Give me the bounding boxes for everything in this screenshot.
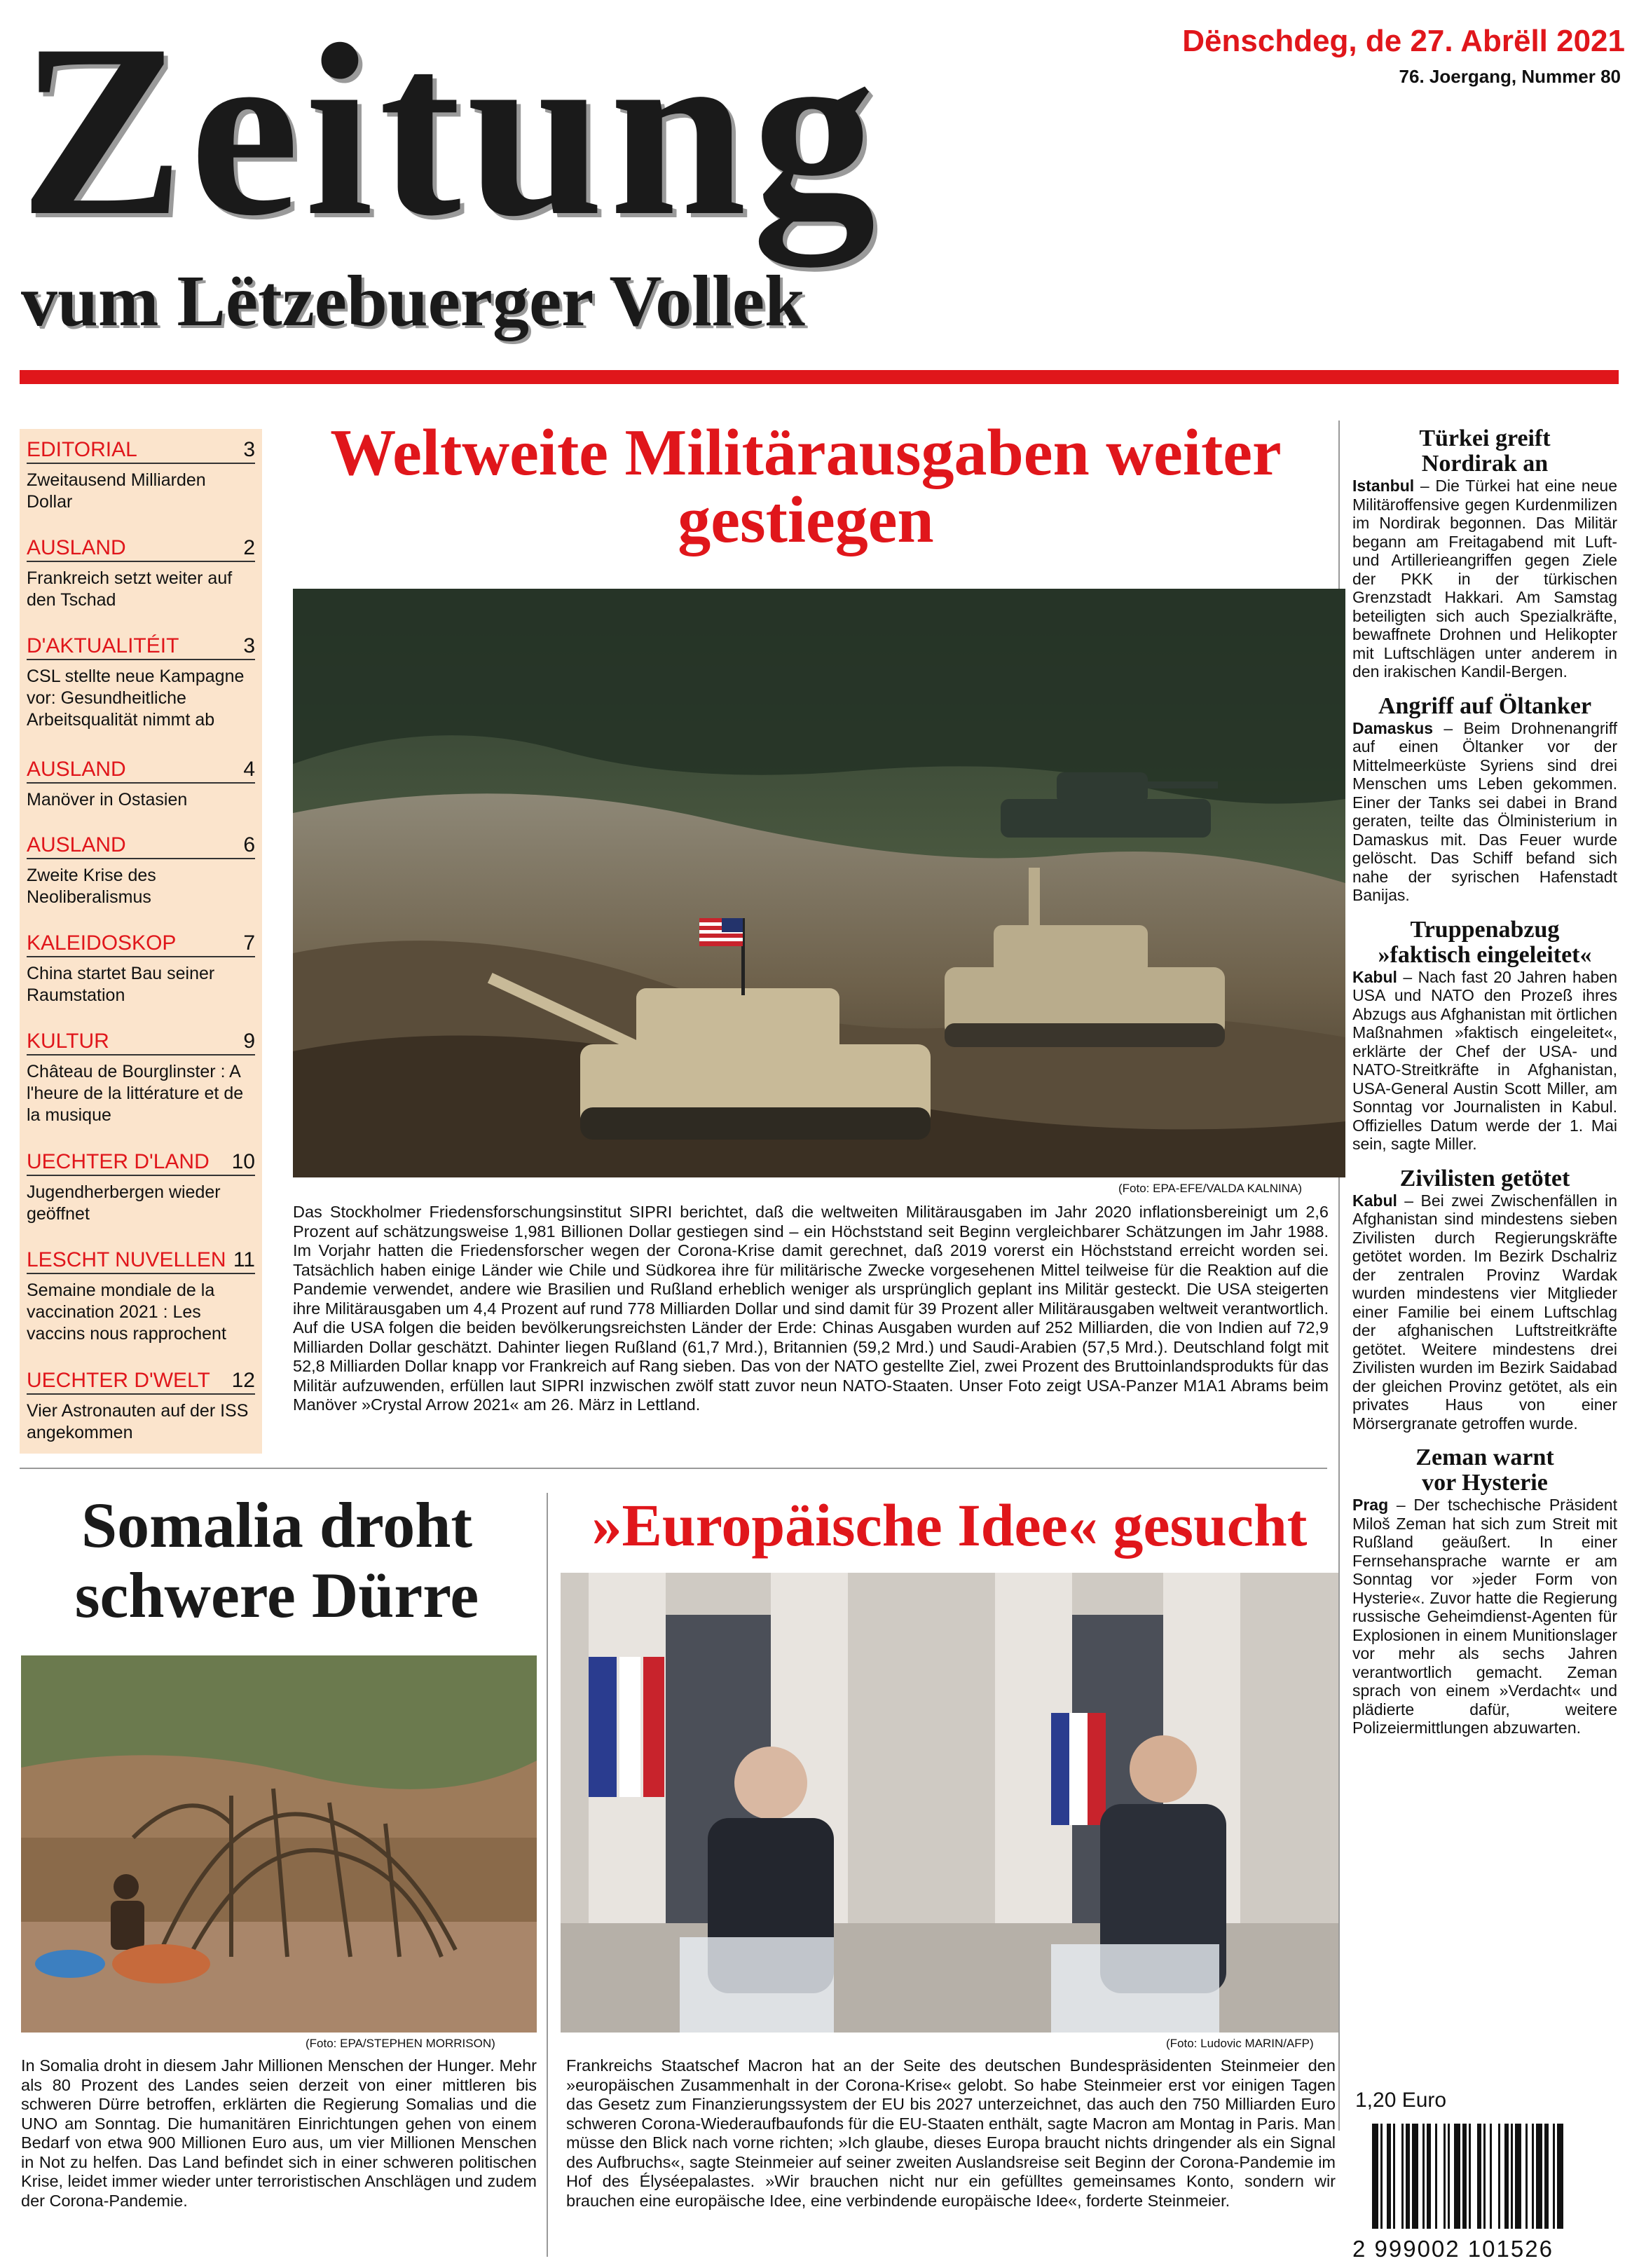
index-category: KULTUR bbox=[27, 1030, 109, 1053]
masthead-subtitle: vum Lëtzebuerger Vollek bbox=[21, 261, 805, 341]
index-description: Jugendherbergen wieder geöffnet bbox=[27, 1182, 221, 1224]
brief-text bbox=[1352, 1496, 1617, 1737]
news-brief[interactable] bbox=[1352, 1166, 1617, 1433]
barcode-bar bbox=[1483, 2124, 1486, 2229]
barcode-number: 2 999002 101526 bbox=[1352, 2236, 1554, 2262]
index-entry[interactable] bbox=[27, 757, 255, 811]
brief-title: Türkei greift Nordirak an bbox=[1419, 425, 1551, 477]
masthead-rule bbox=[20, 370, 1619, 384]
brief-body: – Nach fast 20 Jahren haben USA und NATO den Prozeß ihres Abzugs aus Afghanistan mit örtlichen Maßnahmen »faktisch eingeleitet«, erklärte der Chef der USA- und NATO-Streitkräfte in Afghanistan, USA-General Austin Scott Miller, am Sonntag vor Journalisten in Kabul. Offizielles Datum werde der 1. Mai sein, sagte Miller. bbox=[1352, 967, 1617, 1153]
index-page: 6 bbox=[243, 833, 255, 856]
barcode-bar bbox=[1498, 2124, 1500, 2229]
index-category: AUSLAND bbox=[27, 758, 126, 781]
brief-dateline: Istanbul bbox=[1352, 477, 1415, 495]
news-brief[interactable] bbox=[1352, 1445, 1617, 1737]
somalia-headline[interactable]: Somalia droht schwere Dürre bbox=[74, 1489, 479, 1631]
index-description: China startet Bau seiner Raumstation bbox=[27, 964, 215, 1005]
index-category: LESCHT NUVELLEN bbox=[27, 1248, 226, 1271]
barcode-bar bbox=[1462, 2124, 1467, 2229]
barcode-bar bbox=[1504, 2124, 1509, 2229]
photo-credit: (Foto: Ludovic MARIN/AFP) bbox=[1166, 2037, 1314, 2050]
index-entry[interactable] bbox=[27, 437, 255, 513]
index-category: KALEIDOSKOP bbox=[27, 931, 177, 955]
somalia-photo[interactable] bbox=[21, 1655, 537, 2033]
index-page: 3 bbox=[243, 438, 255, 461]
brief-text bbox=[1352, 477, 1617, 681]
barcode-bar bbox=[1454, 2124, 1460, 2229]
tanks-photo bbox=[293, 589, 1345, 1177]
barcode-bar bbox=[1515, 2124, 1521, 2229]
barcode-bar bbox=[1544, 2124, 1549, 2229]
barcode-bar bbox=[1406, 2124, 1410, 2229]
brief-title: Angriff auf Öltanker bbox=[1378, 692, 1592, 719]
brief-text bbox=[1352, 719, 1617, 905]
barcode-bar bbox=[1448, 2124, 1450, 2229]
section-divider bbox=[20, 1468, 1327, 1469]
brief-body: – Die Türkei hat eine neue Militäroffensive gegen Kurdenmilizen im Nordirak begonnen. Das Militär begann am Freitagabend mit Luft- und Artillerieangriffen gegen Ziele der PKK in der türkischen Grenzstadt Hakkari. Am Samstag beteiligten sich auch Spezialkräfte, bewaffnete Drohnen und Helikopter mit Luftschlägen unter anderem in den irakischen Kandil-Bergen. bbox=[1352, 477, 1617, 681]
barcode-bar bbox=[1536, 2124, 1542, 2229]
index-category: EDITORIAL bbox=[27, 438, 137, 461]
index-description: Frankreich setzt weiter auf den Tschad bbox=[27, 568, 233, 610]
barcode-bar bbox=[1469, 2124, 1471, 2229]
barcode-bar bbox=[1372, 2124, 1378, 2229]
index-description: Semaine mondiale de la vaccination 2021 : Les vaccins nous rapprochent bbox=[27, 1280, 226, 1344]
news-brief[interactable] bbox=[1352, 426, 1617, 681]
barcode-bars bbox=[1372, 2124, 1617, 2229]
news-briefs-column bbox=[1352, 426, 1617, 1750]
index-category: D'AKTUALITÉIT bbox=[27, 634, 179, 657]
brief-dateline: Kabul bbox=[1352, 967, 1397, 986]
barcode-bar bbox=[1393, 2124, 1395, 2229]
index-page: 10 bbox=[231, 1150, 255, 1173]
index-entry[interactable] bbox=[27, 634, 255, 731]
issue-volume: 76. Joergang, Nummer 80 bbox=[1399, 66, 1621, 87]
index-entry[interactable] bbox=[27, 1368, 255, 1444]
index-entry[interactable] bbox=[27, 535, 255, 611]
brief-dateline: Damaskus bbox=[1352, 718, 1434, 737]
index-entry[interactable] bbox=[27, 1248, 255, 1345]
index-description: Vier Astronauten auf der ISS angekommen bbox=[27, 1401, 249, 1442]
europe-story-text: Frankreichs Staatschef Macron hat an der Seite des deutschen Bundespräsidenten Steinmeier den »europäischen Zusammenhalt in der Corona-Krise« gelobt. So habe Steinmeier erst vor einigen Tagen das Gesetz zum Finanzierungssystem der EU bis 2027 unterzeichnet, das auch den 750 Milliarden Euro schweren Corona-Wiederaufbaufonds für die EU-Staaten enthält, sagte Macron am Montag in Paris. Man müsse den Blick nach vorne richten; »Ich glaube, dieses Europa braucht nichts dringender als ein Signal des Aufbruchs«, sagte Steinmeier auf seiner zweiten Auslandsreise seit Beginn der Corona-Pandemie im Hof des Élyséepalastes. »Wir brauchen nicht nur ein gefülltes gemeinsames Konto, sondern wir brauchen eine europäische Idee, eine verbindende europäische Idee«, forderte Steinmeier. bbox=[566, 2056, 1336, 2210]
brief-dateline: Kabul bbox=[1352, 1191, 1397, 1210]
index-page: 2 bbox=[243, 536, 255, 559]
brief-body: – Beim Drohnenangriff auf einen Öltanker vor der Mittelmeerküste Syriens sind drei Menschen ums Leben gekommen. Einer der Tanks sei dabei in Brand geraten, teilte das Ölministerium in Damaskus mit. Das Feuer wurde gelöscht. Das Schiff befand sich nahe der syrischen Hafenstadt Banijas. bbox=[1352, 718, 1617, 904]
barcode-bar bbox=[1387, 2124, 1391, 2229]
index-category: AUSLAND bbox=[27, 536, 126, 559]
lead-story-text: Das Stockholmer Friedensforschungsinstitut SIPRI berichtet, daß die weltweiten Militärausgaben im Jahr 2020 inflationsbereinigt um 2,6 Prozent auf schätzungsweise 1,981 Billionen Dollar gestiegen sind – ein Höchststand seit Beginn vergleichbarer Schätzungen im Jahr 1988. Im Vorjahr hatten die Friedensforscher wegen der Corona-Krise damit gerechnet, daß 2019 vorerst ein Höchststand erreicht worden sei. Tatsächlich haben einige Länder wie Chile und Südkorea ihre für militärische Zwecke vorgesehenen Mittel teilweise für die Reaktion auf die Pandemie verwendet, andere wie Brasilien und Rußland erheblich weniger als ursprünglich geplant ins Militär gesteckt. Die USA steigerten ihre Militärausgaben um 4,4 Prozent auf rund 778 Milliarden Dollar und sind damit für 39 Prozent aller Militärausgaben weltweit verantwortlich. Auf die USA folgen die beiden bevölkerungsreichsten Länder der Erde: Chinas Ausgaben wurden auf 252 Milliarden, die von Indien auf 72,9 Milliarden Dollar geschätzt. Dahinter liegen Rußland (61,7 Mrd.), Britannien (59,2 Mrd.) und Saudi-Arabien (57,5 Mrd.). Deutschland folgt mit 52,8 Milliarden Dollar knapp vor Frankreich auf Rang sieben. Das von der NATO gestellte Ziel, zwei Prozent des Bruttoinlandsprodukts für das Militär aufzuwenden, erfüllen laut SIPRI inzwischen zwölf statt zuvor neun NATO-Staaten. Unser Foto zeigt USA-Panzer M1A1 Abrams beim Manöver »Crystal Arrow 2021« am 26. März in Lettland. bbox=[293, 1203, 1329, 1414]
index-page: 4 bbox=[243, 758, 255, 781]
photo-credit: (Foto: EPA-EFE/VALDA KALNINA) bbox=[1118, 1182, 1303, 1195]
brief-text bbox=[1352, 968, 1617, 1154]
index-page: 12 bbox=[231, 1369, 255, 1392]
index-page: 9 bbox=[243, 1030, 255, 1053]
index-description: Château de Bourglinster : A l'heure de la littérature et de la musique bbox=[27, 1062, 244, 1125]
barcode-bar bbox=[1380, 2124, 1383, 2229]
index-page: 3 bbox=[243, 634, 255, 657]
brief-title: Truppenabzug »faktisch eingeleitet« bbox=[1378, 916, 1592, 968]
europe-photo[interactable] bbox=[561, 1573, 1338, 2033]
barcode-bar bbox=[1557, 2124, 1563, 2229]
index-category: UECHTER D'WELT bbox=[27, 1369, 210, 1392]
index-category: UECHTER D'LAND bbox=[27, 1150, 210, 1173]
barcode-bar bbox=[1401, 2124, 1404, 2229]
somalia-story-text: In Somalia droht in diesem Jahr Millionen Menschen der Hunger. Mehr als 80 Prozent des Landes seien derzeit von einer mittleren bis schweren Dürre betroffen, erklärten die Regierung Somalias und die UNO am Sonntag. Die humanitären Einrichtungen gehen von einem Bedarf von etwa 900 Millionen Euro aus, um vier Millionen Menschen in Not zu helfen. Das Land befindet sich in einer schweren politischen Krise, leidet immer wieder unter terroristischen Anschlägen und zudem der Corona-Pandemie. bbox=[21, 2056, 537, 2210]
press-conference-photo bbox=[561, 1573, 1338, 2033]
index-entry[interactable] bbox=[27, 1149, 255, 1225]
brief-dateline: Prag bbox=[1352, 1496, 1389, 1514]
news-brief[interactable] bbox=[1352, 917, 1617, 1154]
photo-credit: (Foto: EPA/STEPHEN MORRISON) bbox=[306, 2037, 495, 2050]
brief-text bbox=[1352, 1191, 1617, 1433]
index-entry[interactable] bbox=[27, 1029, 255, 1126]
index-description: CSL stellte neue Kampagne vor: Gesundheitliche Arbeitsqualität nimmt ab bbox=[27, 667, 245, 730]
brief-title: Zeman warnt vor Hysterie bbox=[1415, 1444, 1554, 1496]
index-category: AUSLAND bbox=[27, 833, 126, 856]
news-brief[interactable] bbox=[1352, 694, 1617, 905]
index-description: Zweite Krise des Neoliberalismus bbox=[27, 866, 156, 907]
index-page: 7 bbox=[243, 931, 255, 955]
drought-photo bbox=[21, 1655, 537, 2033]
masthead-title: Zeitung bbox=[20, 0, 882, 267]
table-of-contents bbox=[20, 429, 262, 1454]
barcode-bar bbox=[1553, 2124, 1555, 2229]
barcode-bar bbox=[1532, 2124, 1534, 2229]
index-page: 11 bbox=[233, 1248, 255, 1271]
lead-photo[interactable] bbox=[293, 589, 1345, 1177]
cover-price: 1,20 Euro bbox=[1355, 2089, 1447, 2112]
barcode-bar bbox=[1525, 2124, 1528, 2229]
index-description: Manöver in Ostasien bbox=[27, 790, 188, 809]
barcode-bar bbox=[1490, 2124, 1492, 2229]
barcode-bar bbox=[1511, 2124, 1513, 2229]
issue-date: Dënschdeg, de 27. Abrëll 2021 bbox=[1182, 24, 1625, 58]
barcode bbox=[1372, 2124, 1617, 2229]
lead-headline[interactable]: Weltweite Militärausgaben weiter gestiegen bbox=[330, 416, 1282, 556]
brief-title: Zivilisten getötet bbox=[1399, 1165, 1570, 1191]
europe-headline[interactable]: »Europäische Idee« gesucht bbox=[591, 1491, 1308, 1559]
barcode-bar bbox=[1427, 2124, 1431, 2229]
barcode-bar bbox=[1422, 2124, 1425, 2229]
brief-body: – Der tschechische Präsident Miloš Zeman hat sich zum Streit mit Rußland geäußert. In einer Fernsehansprache warnte er am Sonntag vor »jeder Form von Hysterie«. Zuvor hatte die Regierung russische Geheimdienst-Agenten für Explosionen in einem Munitionslager vor mehr als sechs Jahren verantwortlich gemacht. Zeman sprach von einem »Verdacht« und plädierte dafür, weitere Polizeiermittlungen abzuwarten. bbox=[1352, 1496, 1617, 1737]
brief-body: – Bei zwei Zwischenfällen in Afghanistan sind mindestens sieben Zivilisten durch Regierungskräfte getötet worden. Im Bezirk Dschalriz der zentralen Provinz Wardak wurden mindestens vier Mitglieder einer Familie bei einem Luftschlag der afghanischen Luftstreitkräfte getötet. Weitere mindestens drei Zivilisten wurden im Bezirk Saidabad der gleichen Provinz getötet, als ein privates Haus von einer Mörsergranate getroffen wurde. bbox=[1352, 1191, 1617, 1433]
barcode-bar bbox=[1435, 2124, 1437, 2229]
barcode-bar bbox=[1443, 2124, 1446, 2229]
barcode-bar bbox=[1412, 2124, 1418, 2229]
index-description: Zweitausend Milliarden Dollar bbox=[27, 470, 206, 512]
barcode-bar bbox=[1477, 2124, 1481, 2229]
column-divider bbox=[547, 1493, 548, 2257]
index-entry[interactable] bbox=[27, 931, 255, 1006]
index-entry[interactable] bbox=[27, 833, 255, 908]
